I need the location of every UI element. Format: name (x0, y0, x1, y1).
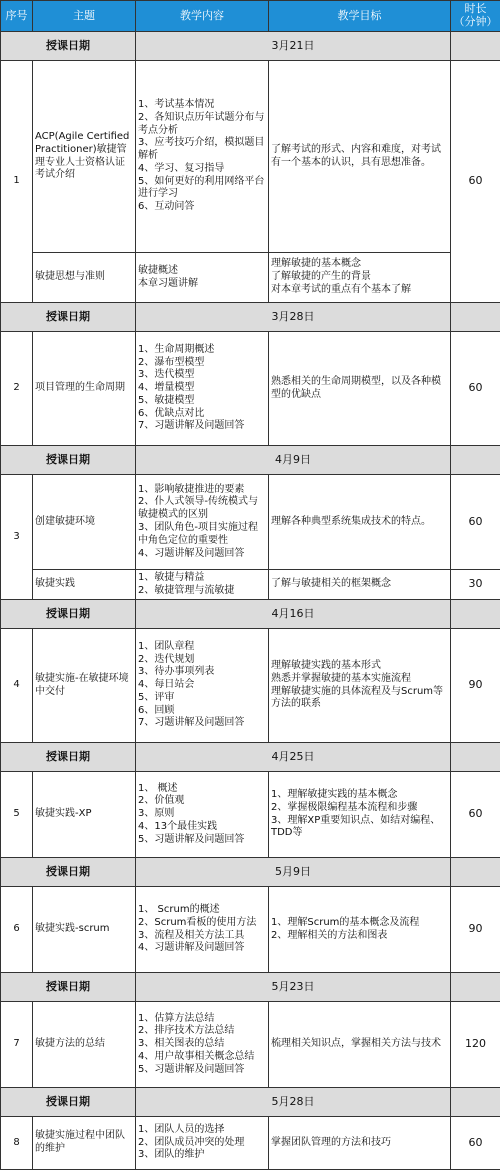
goal-line: 理解敏捷实践的基本形式 (271, 660, 448, 673)
goal-cell (269, 475, 451, 570)
content-line: 3、流程及相关方法工具 (138, 930, 266, 943)
duration-cell: 90 (451, 629, 500, 743)
session-date-label: 授课日期 (1, 973, 136, 1002)
duration-cell: 60 (451, 61, 500, 303)
session-date-label: 授课日期 (1, 446, 136, 475)
session-date-row (1, 1088, 500, 1117)
goal-line: 2、掌握极限编程基本流程和步骤 (271, 802, 448, 815)
table-row (1, 253, 500, 303)
session-date-row (1, 303, 500, 332)
content-cell (136, 570, 269, 600)
session-date-label: 授课日期 (1, 600, 136, 629)
goal-cell (269, 61, 451, 253)
row-number: 8 (1, 1117, 33, 1170)
session-date-blank (451, 1088, 500, 1117)
content-line: 2、瀑布型模型 (138, 357, 266, 370)
content-line: 5、习题讲解及问题回答 (138, 834, 266, 847)
session-date-blank (451, 743, 500, 772)
content-line: 4、增量模型 (138, 382, 266, 395)
content-line: 5、习题讲解及问题回答 (138, 1064, 266, 1077)
content-line: 2、敏捷管理与流敏捷 (138, 585, 266, 598)
goal-line: 理解各种典型系统集成技术的特点。 (271, 516, 448, 529)
goal-line: 1、理解Scrum的基本概念及流程 (271, 917, 448, 930)
content-line: 6、优缺点对比 (138, 408, 266, 421)
content-line: 3、相关图表的总结 (138, 1038, 266, 1051)
goal-line: 熟悉并掌握敏捷的基本实施流程 (271, 673, 448, 686)
goal-cell (269, 629, 451, 743)
content-cell (136, 772, 269, 858)
duration-cell: 60 (451, 1117, 500, 1170)
session-date: 4月16日 (136, 600, 451, 629)
topic-cell: 敏捷实施-在敏捷环境中交付 (33, 629, 136, 743)
content-line: 2、团队成员冲突的处理 (138, 1137, 266, 1150)
topic-cell: 创建敏捷环境 (33, 475, 136, 570)
session-date: 5月9日 (136, 858, 451, 887)
content-line: 5、评审 (138, 692, 266, 705)
session-date: 4月9日 (136, 446, 451, 475)
header-no: 序号 (1, 1, 33, 32)
content-line: 2、排序技术方法总结 (138, 1025, 266, 1038)
session-date-blank (451, 973, 500, 1002)
table-row (1, 61, 500, 253)
table-row (1, 629, 500, 743)
duration-cell: 60 (451, 332, 500, 446)
content-line: 7、习题讲解及问题回答 (138, 420, 266, 433)
session-date: 5月23日 (136, 973, 451, 1002)
goal-line: 2、理解相关的方法和图表 (271, 930, 448, 943)
content-line: 4、13个最佳实践 (138, 821, 266, 834)
table-row (1, 570, 500, 600)
topic-cell: 敏捷实践 (33, 570, 136, 600)
content-line: 3、应考技巧介绍，模拟题目解析 (138, 137, 266, 163)
content-cell (136, 332, 269, 446)
header-duration: 时长 （分钟） (451, 1, 500, 32)
goal-line: 理解敏捷实施的具体流程及与Scrum等方法的联系 (271, 686, 448, 712)
topic-cell: ACP(Agile Certified Practitioner)敏捷管理专业人士资格认证考试介绍 (33, 61, 136, 253)
goal-line: 梳理相关知识点，掌握相关方法与技术 (271, 1038, 448, 1051)
duration-cell: 30 (451, 570, 500, 600)
goal-cell (269, 1117, 451, 1170)
topic-cell: 敏捷方法的总结 (33, 1002, 136, 1088)
session-date-blank (451, 858, 500, 887)
content-line: 5、敏捷模型 (138, 395, 266, 408)
row-number: 3 (1, 475, 33, 600)
table-row (1, 772, 500, 858)
content-line: 5、如何更好的利用网络平台进行学习 (138, 176, 266, 202)
goal-line: 掌握团队管理的方法和技巧 (271, 1137, 448, 1150)
session-date-row (1, 600, 500, 629)
goal-line: 1、理解敏捷实践的基本概念 (271, 789, 448, 802)
goal-line: 对本章考试的重点有个基本了解 (271, 284, 448, 297)
content-line: 4、用户故事相关概念总结 (138, 1051, 266, 1064)
content-line: 6、回顾 (138, 705, 266, 718)
topic-cell: 敏捷实施过程中团队的维护 (33, 1117, 136, 1170)
content-line: 2、Scrum看板的使用方法 (138, 917, 266, 930)
session-date-label: 授课日期 (1, 743, 136, 772)
session-date-row (1, 858, 500, 887)
header-topic: 主题 (33, 1, 136, 32)
row-number: 1 (1, 61, 33, 303)
goal-line: 3、理解XP重要知识点、如结对编程、TDD等 (271, 815, 448, 841)
goal-line: 理解敏捷的基本概念 (271, 258, 448, 271)
session-date-blank (451, 600, 500, 629)
content-line: 3、迭代模型 (138, 369, 266, 382)
table-row (1, 475, 500, 570)
session-date-label: 授课日期 (1, 1088, 136, 1117)
session-date-row (1, 743, 500, 772)
content-line: 7、习题讲解及问题回答 (138, 717, 266, 730)
content-cell (136, 253, 269, 303)
session-date-blank (451, 446, 500, 475)
content-line: 3、待办事项列表 (138, 666, 266, 679)
table-row (1, 1117, 500, 1170)
content-line: 本章习题讲解 (138, 278, 266, 291)
duration-cell: 60 (451, 475, 500, 570)
content-line: 4、每日站会 (138, 679, 266, 692)
session-date-row (1, 446, 500, 475)
content-line: 1、敏捷与精益 (138, 572, 266, 585)
goal-line: 了解敏捷的产生的背景 (271, 271, 448, 284)
content-line: 1、影响敏捷推进的要素 (138, 484, 266, 497)
session-date: 3月28日 (136, 303, 451, 332)
content-line: 1、生命周期概述 (138, 344, 266, 357)
header-goal: 教学目标 (269, 1, 451, 32)
topic-cell: 敏捷思想与准则 (33, 253, 136, 303)
content-line: 1、 概述 (138, 783, 266, 796)
content-cell (136, 629, 269, 743)
content-line: 1、 Scrum的概述 (138, 904, 266, 917)
session-date-label: 授课日期 (1, 32, 136, 61)
session-date-row (1, 973, 500, 1002)
schedule-body (1, 32, 500, 1170)
content-line: 敏捷概述 (138, 265, 266, 278)
content-line: 4、学习、复习指导 (138, 163, 266, 176)
goal-cell (269, 1002, 451, 1088)
content-line: 1、团队章程 (138, 641, 266, 654)
row-number: 7 (1, 1002, 33, 1088)
goal-line: 熟悉相关的生命周期模型，以及各种模型的优缺点 (271, 376, 448, 402)
content-line: 1、团队人员的选择 (138, 1124, 266, 1137)
duration-cell: 90 (451, 887, 500, 973)
session-date-label: 授课日期 (1, 858, 136, 887)
session-date: 5月28日 (136, 1088, 451, 1117)
content-line: 2、价值观 (138, 795, 266, 808)
topic-cell: 敏捷实践-XP (33, 772, 136, 858)
duration-cell: 60 (451, 772, 500, 858)
header-content: 教学内容 (136, 1, 269, 32)
goal-cell (269, 887, 451, 973)
content-line: 6、互动问答 (138, 201, 266, 214)
goal-line: 了解与敏捷相关的框架概念 (271, 578, 448, 591)
content-line: 2、仆人式领导-传统模式与敏捷模式的区别 (138, 496, 266, 522)
content-line: 3、团队角色-项目实施过程中角色定位的重要性 (138, 522, 266, 548)
table-row (1, 1002, 500, 1088)
content-line: 1、估算方法总结 (138, 1013, 266, 1026)
content-line: 2、各知识点历年试题分布与考点分析 (138, 112, 266, 138)
content-line: 3、团队的维护 (138, 1149, 266, 1162)
content-cell (136, 1002, 269, 1088)
table-row (1, 332, 500, 446)
content-cell (136, 61, 269, 253)
duration-cell: 120 (451, 1002, 500, 1088)
content-line: 1、考试基本情况 (138, 99, 266, 112)
content-cell (136, 887, 269, 973)
table-row (1, 887, 500, 973)
row-number: 5 (1, 772, 33, 858)
goal-cell (269, 332, 451, 446)
goal-line: 了解考试的形式、内容和难度，对考试有一个基本的认识，具有思想准备。 (271, 144, 448, 170)
content-line: 4、习题讲解及问题回答 (138, 548, 266, 561)
session-date-label: 授课日期 (1, 303, 136, 332)
session-date: 4月25日 (136, 743, 451, 772)
content-line: 4、习题讲解及问题回答 (138, 942, 266, 955)
topic-cell: 敏捷实践-scrum (33, 887, 136, 973)
row-number: 2 (1, 332, 33, 446)
content-line: 3、原则 (138, 808, 266, 821)
goal-cell (269, 253, 451, 303)
session-date-blank (451, 32, 500, 61)
session-date-row (1, 32, 500, 61)
content-line: 2、迭代规划 (138, 654, 266, 667)
row-number: 6 (1, 887, 33, 973)
content-cell (136, 1117, 269, 1170)
content-cell (136, 475, 269, 570)
row-number: 4 (1, 629, 33, 743)
session-date-blank (451, 303, 500, 332)
session-date: 3月21日 (136, 32, 451, 61)
goal-cell (269, 772, 451, 858)
header-row (1, 1, 500, 32)
topic-cell: 项目管理的生命周期 (33, 332, 136, 446)
goal-cell (269, 570, 451, 600)
